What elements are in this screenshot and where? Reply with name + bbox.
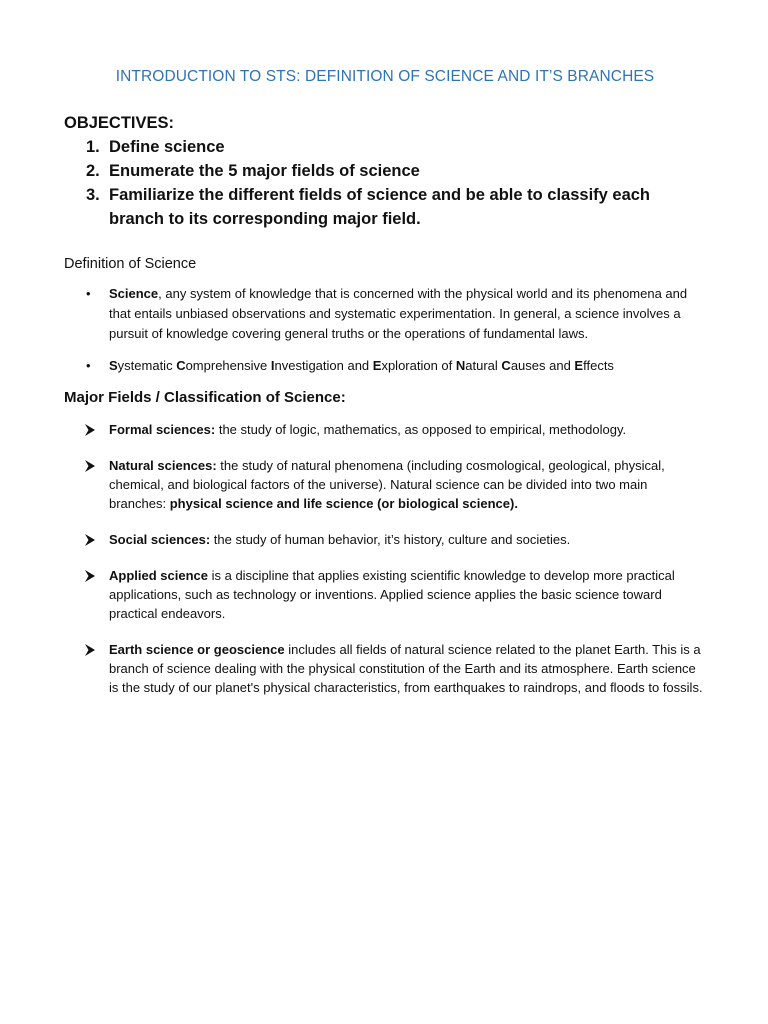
objective-text: Enumerate the 5 major fields of science: [109, 162, 420, 180]
objective-item: [64, 159, 706, 183]
term-science: Science: [109, 286, 159, 301]
arrowhead-bullet-icon: [84, 424, 96, 436]
field-term: Formal sciences:: [109, 422, 216, 437]
acronym-letter: S: [109, 358, 118, 373]
objective-text: Define science: [109, 138, 225, 156]
acronym-letter: C: [501, 358, 511, 373]
arrowhead-bullet-icon: [84, 570, 96, 582]
field-item-natural: [64, 456, 706, 513]
acronym-letter: I: [270, 358, 275, 373]
acronym-word: ystematic: [117, 358, 177, 373]
objective-item: [64, 183, 706, 231]
objective-text: Familiarize the different fields of science and be able to classify each branch to its corresponding major field.: [109, 186, 651, 228]
field-term: Natural sciences:: [109, 458, 217, 473]
arrowhead-bullet-icon: [84, 644, 96, 656]
arrowhead-bullet-icon: [84, 460, 96, 472]
field-item-earth: [64, 640, 706, 697]
definition-bullets: [64, 284, 706, 376]
acronym-word: ffects: [583, 358, 614, 373]
field-term: Applied science: [109, 568, 208, 583]
objectives-heading: OBJECTIVES:: [64, 114, 175, 132]
science-definition-text: , any system of knowledge that is concerned with the physical world and its phenomena and that entails unbiased observations and systematic experimentation. In general, a science involves a pursuit of knowledge covering general truths or the operations of fundamental laws.: [109, 286, 688, 341]
field-emphasis: physical science and life science (or biological science).: [169, 496, 518, 511]
acronym-word: xploration of: [381, 358, 456, 373]
field-item-social: [64, 530, 706, 549]
acronym-word: auses and: [510, 358, 575, 373]
document-title: INTRODUCTION TO STS: DEFINITION OF SCIENCE AND IT’S BRANCHES: [115, 68, 655, 85]
field-item-applied: [64, 566, 706, 623]
acronym-letter: E: [372, 358, 382, 373]
field-description: is a discipline that applies existing scientific knowledge to develop more practical applications, such as technology or inventions. Applied science applies the basic science toward practical endeavors.: [109, 568, 675, 621]
field-description: the study of logic, mathematics, as opposed to empirical, methodology.: [215, 422, 627, 437]
field-description: the study of human behavior, it’s history, culture and societies.: [210, 532, 571, 547]
major-fields-heading: Major Fields / Classification of Science:: [64, 389, 346, 406]
acronym-letter: E: [574, 358, 584, 373]
field-item-formal: [64, 420, 706, 439]
objectives-list: [64, 135, 706, 231]
acronym-word: atural: [465, 358, 502, 373]
acronym-letter: N: [455, 358, 466, 373]
objective-item: [64, 135, 706, 159]
objective-number: 2.: [86, 162, 100, 180]
definition-bullet: [64, 284, 706, 344]
definition-heading: Definition of Science: [64, 256, 197, 272]
objective-number: 1.: [86, 138, 100, 156]
field-description: includes all fields of natural science related to the planet Earth. This is a branch of science dealing with the physical constitution of the Earth and its atmosphere. Earth science is the study of our planet's physical characteristics, from earthquakes to raindrops, and floods to fossils.: [109, 642, 703, 695]
bullet-dot-icon: •: [86, 358, 91, 373]
acronym-bullet: [64, 356, 706, 376]
field-term: Earth science or geoscience: [109, 642, 285, 657]
field-description: the study of natural phenomena (including cosmological, geological, physical, chemical, and biological factors of the universe). Natural science can be divided into two main branches:: [109, 458, 665, 511]
objective-number: 3.: [86, 186, 100, 204]
arrowhead-bullet-icon: [84, 534, 96, 546]
major-fields-list: [64, 420, 706, 697]
field-term: Social sciences:: [109, 532, 211, 547]
acronym-letter: C: [176, 358, 186, 373]
acronym-word: nvestigation and: [274, 358, 373, 373]
objectives-section: [64, 112, 706, 231]
acronym-word: omprehensive: [185, 358, 271, 373]
bullet-dot-icon: •: [86, 286, 91, 301]
